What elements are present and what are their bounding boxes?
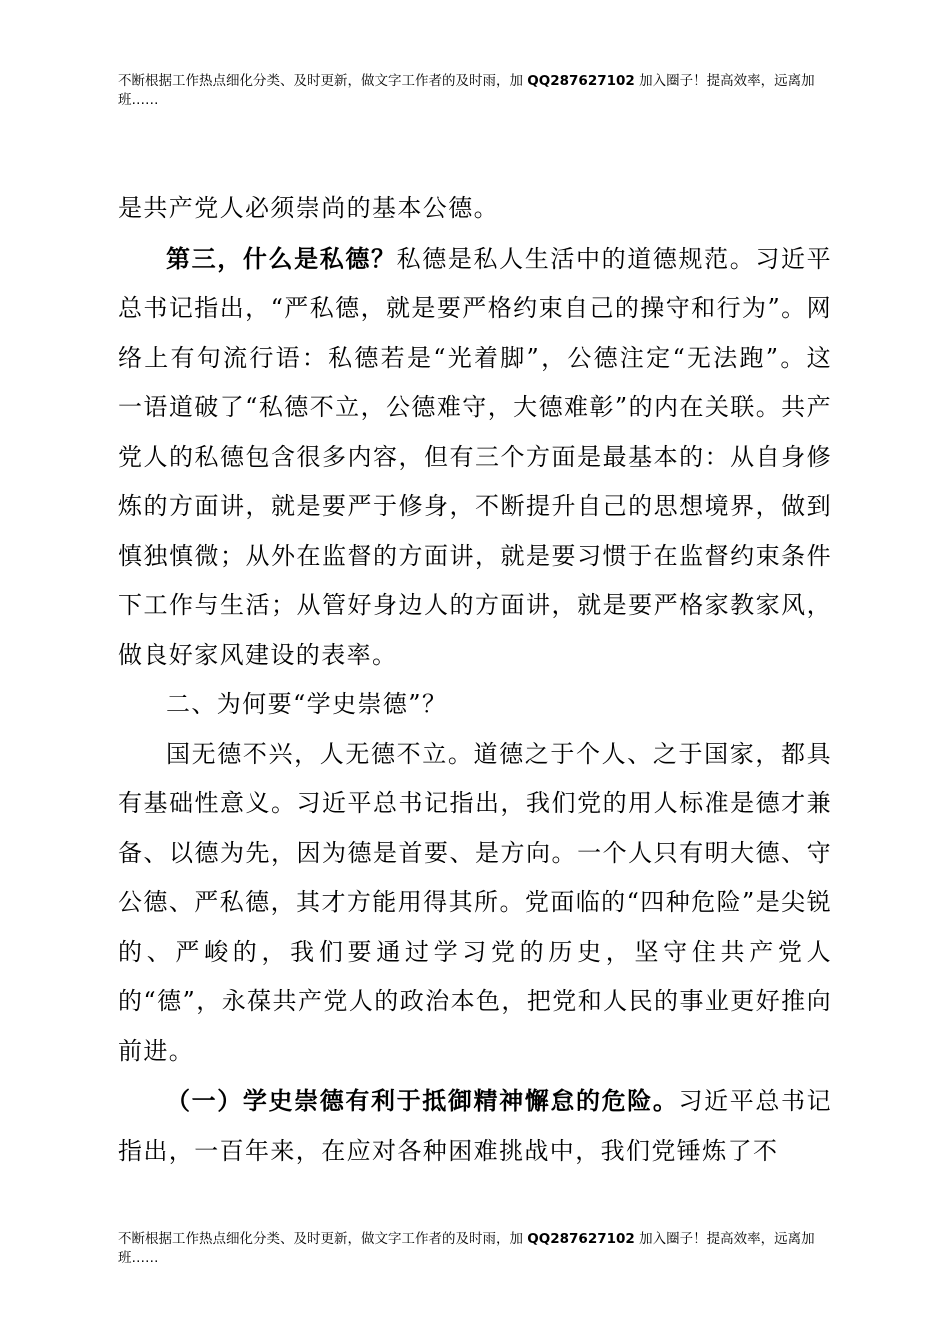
paragraph-continuation: 是共产党人必须崇尚的基本公德。 bbox=[118, 194, 499, 222]
footer-text-end: 加入圈子！提高效率，远离加班…… bbox=[118, 1231, 815, 1266]
page-footer bbox=[118, 1230, 834, 1268]
paragraph-text: 习近平总书记指出，一百年来，在应对各种困难挑战中，我们党锤炼了不 bbox=[118, 1087, 833, 1165]
paragraph-private-morality bbox=[118, 234, 832, 681]
page-header bbox=[118, 72, 834, 110]
paragraph-text: 私德是私人生活中的道德规范。习近平总书记指出，“严私德，就是要严格约束自己的操守和行为”。网络上有句流行语：私德若是“光着脚”，公德注定“无法跑”。这一语道破了“私德不立，公德难守，大德难彰”的内在关联。共产党人的私德包含很多内容，但有三个方面是最基本的：从自身修炼的方面讲，就是要严于修身，不断提升自己的思想境界，做到慎独慎微；从外在监督的方面讲，就是要习惯于在监督约束条件下工作与生活；从管好身边人的方面讲，就是要严格家教家风，做良好家风建设的表率。 bbox=[118, 244, 832, 669]
header-text-end: 加入圈子！提高效率，远离加班…… bbox=[118, 73, 815, 108]
footer-qq-number: QQ287627102 bbox=[527, 1231, 635, 1247]
paragraph-why: 国无德不兴，人无德不立。道德之于个人、之于国家，都具有基础性意义。习近平总书记指出，我们党的用人标准是德才兼备、以德为先，因为德是首要、是方向。一个人只有明大德、守公德、严私德，其才方能用得其所。党面临的“四种危险”是尖锐的、严峻的，我们要通过学习党的历史，坚守住共产党人的“德”，永葆共产党人的政治本色，把党和人民的事业更好推向前进。 bbox=[118, 739, 832, 1065]
footer-text: 不断根据工作热点细化分类、及时更新，做文字工作者的及时雨，加 bbox=[118, 1231, 528, 1247]
paragraph-lead-bold: 第三，什么是私德？ bbox=[166, 243, 397, 273]
document-body bbox=[118, 184, 832, 1176]
section-heading: 二、为何要“学史崇德”？ bbox=[166, 690, 448, 718]
paragraph-subsection-1 bbox=[118, 1076, 832, 1176]
header-qq-number: QQ287627102 bbox=[527, 73, 635, 89]
header-text: 不断根据工作热点细化分类、及时更新，做文字工作者的及时雨，加 bbox=[118, 73, 528, 89]
subsection-heading-bold: （一）学史崇德有利于抵御精神懈怠的危险。 bbox=[166, 1086, 679, 1115]
